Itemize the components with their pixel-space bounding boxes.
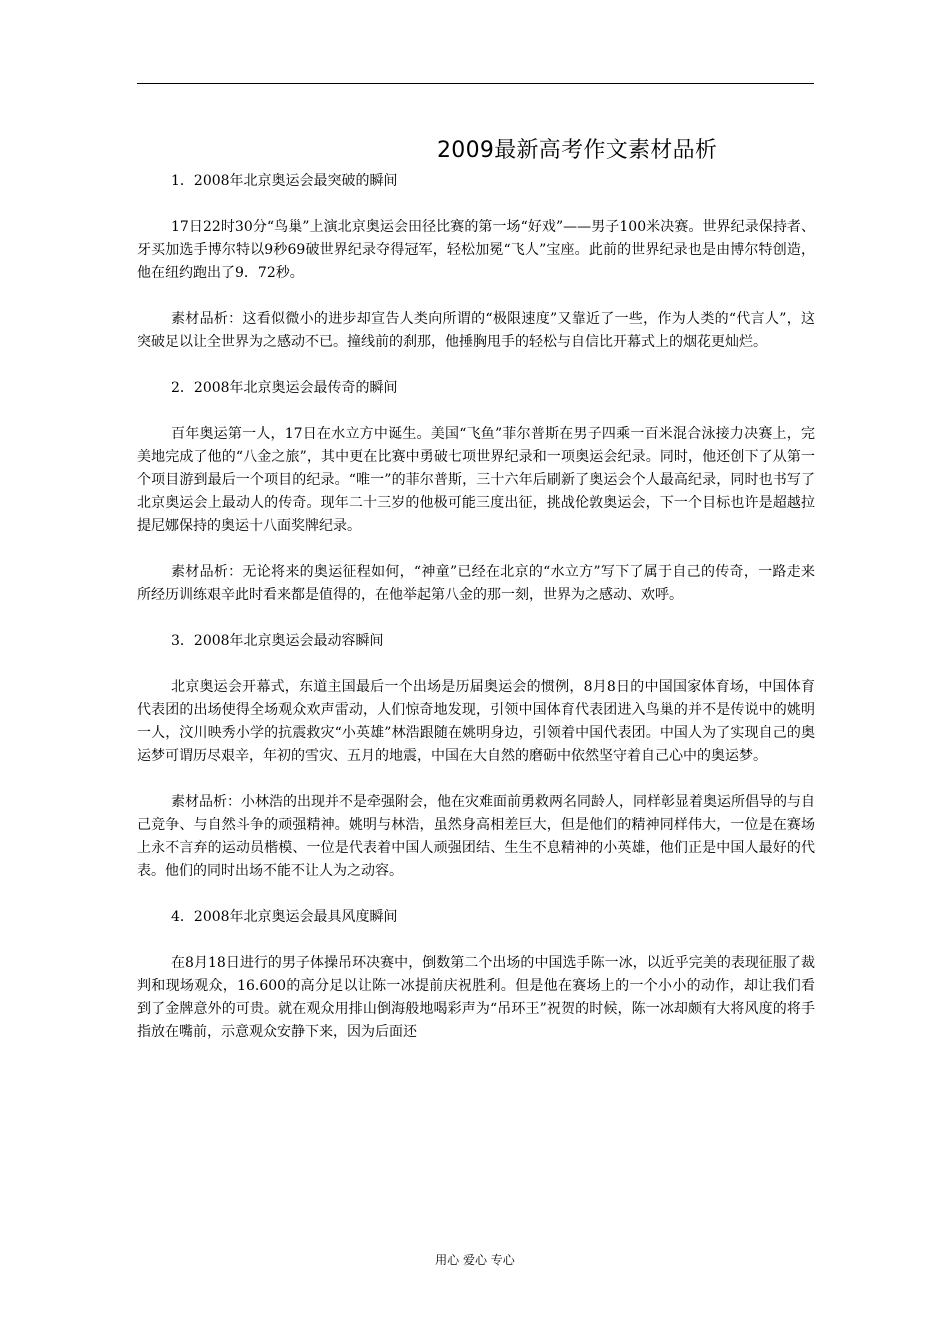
header-rule (137, 83, 814, 84)
section-3-paragraph-1: 北京奥运会开幕式，东道主国最后一个出场是历届奥运会的惯例，8月8日的中国国家体育场，中国体育代表团的出场使得全场观众欢声雷动，人们惊奇地发现，引领中国体育代表团进入鸟巢的并不是传说中的姚明一人，汶川映秀小学的抗震救灾“小英雄”林浩跟随在姚明身边，引领着中国代表团。中国人为了实现自己的奥运梦可谓历尽艰辛，年初的雪灾、五月的地震，中国在大自然的磨砺中依然坚守着自己心中的奥运梦。 (137, 679, 815, 764)
section-2-analysis: 素材品析：无论将来的奥运征程如何，“神童”已经在北京的“水立方”写下了属于自己的传奇，一路走来所经历训练艰辛此时看来都是值得的，在他举起第八金的那一刻，世界为之感动、欢呼。 (137, 564, 815, 603)
section-1-analysis: 素材品析：这看似微小的进步却宣告人类向所谓的“极限速度”又靠近了一些，作为人类的“代言人”，这突破足以让全世界为之感动不已。撞线前的刹那，他捶胸甩手的轻松与自信比开幕式上的烟花更灿烂。 (137, 311, 815, 350)
page-footer: 用心 爱心 专心 (435, 1253, 515, 1267)
section-heading-3: 3．2008年北京奥运会最动容瞬间 (171, 633, 384, 649)
document-body (137, 170, 815, 1044)
section-heading-1: 1．2008年北京奥运会最突破的瞬间 (171, 173, 398, 189)
section-2-paragraph-1: 百年奥运第一人，17日在水立方中诞生。美国“飞鱼”菲尔普斯在男子四乘一百米混合泳接力决赛上，完美地完成了他的“八金之旅”，其中更在比赛中勇破七项世界纪录和一项奥运会纪录。同时，他还创下了从第一个项目游到最后一个项目的纪录。“唯一”的菲尔普斯，三十六年后刷新了奥运会个人最高纪录，同时也书写了北京奥运会上最动人的传奇。现年二十三岁的他极可能三度出征，挑战伦敦奥运会，下一个目标也许是超越拉提尼娜保持的奥运十八面奖牌纪录。 (137, 426, 815, 534)
section-heading-4: 4．2008年北京奥运会最具风度瞬间 (171, 909, 398, 925)
section-4-paragraph-1: 在8月18日进行的男子体操吊环决赛中，倒数第二个出场的中国选手陈一冰，以近乎完美的表现征服了裁判和现场观众，16.600的高分足以让陈一冰提前庆祝胜利。但是他在赛场上的一个小小的动作，却让我们看到了金牌意外的可贵。就在观众用排山倒海般地喝彩声为“吊环王”祝贺的时候，陈一冰却颇有大将风度的将手指放在嘴前，示意观众安静下来，因为后面还 (137, 955, 815, 1040)
section-1-paragraph-1: 17日22时30分“鸟巢”上演北京奥运会田径比赛的第一场“好戏”——男子100米决赛。世界纪录保持者、牙买加选手博尔特以9秒69破世界纪录夺得冠军，轻松加冕“飞人”宝座。此前的世界纪录也是由博尔特创造，他在纽约跑出了9．72秒。 (137, 219, 815, 281)
section-heading-2: 2．2008年北京奥运会最传奇的瞬间 (171, 380, 398, 396)
section-3-analysis: 素材品析：小林浩的出现并不是牵强附会，他在灾难面前勇救两名同龄人，同样彰显着奥运所倡导的与自己竞争、与自然斗争的顽强精神。姚明与林浩，虽然身高相差巨大，但是他们的精神同样伟大，一位是在赛场上永不言弃的运动员楷模、一位是代表着中国人顽强团结、生生不息精神的小英雄，他们正是中国人最好的代表。他们的同时出场不能不让人为之动容。 (137, 794, 815, 879)
document-title: 2009最新高考作文素材品析 (437, 138, 718, 163)
